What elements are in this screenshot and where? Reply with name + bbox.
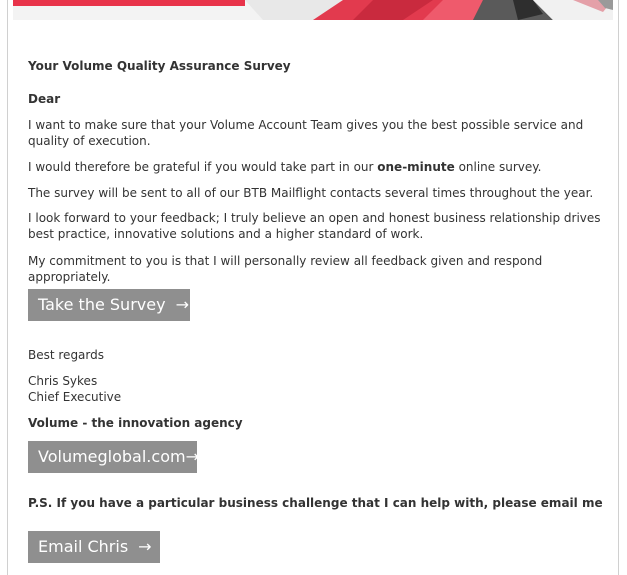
take-survey-label: Take the Survey (38, 295, 166, 314)
take-survey-button[interactable] (28, 289, 190, 321)
postscript: P.S. If you have a particular business challenge that I can help with, please email me (28, 496, 603, 510)
header-banner (13, 0, 613, 20)
paragraph-schedule: The survey will be sent to all of our BTB Mailflight contacts several times throughout the year. (28, 186, 594, 200)
paragraph-intro: I want to make sure that your Volume Account Team gives you the best possible service and quality of execution. (28, 118, 584, 148)
paragraph-request-post: online survey. (454, 160, 542, 174)
signer-name: Chris Sykes (28, 374, 98, 388)
paragraph-commitment: My commitment to you is that I will personally review all feedback given and respond appropriately. (28, 254, 543, 284)
closing-regards: Best regards (28, 348, 105, 362)
website-button[interactable] (28, 441, 197, 473)
email-frame (7, 0, 619, 575)
greeting: Dear (28, 92, 61, 106)
banner-graphic (13, 0, 613, 20)
arrow-right-icon: → (185, 447, 199, 466)
agency-tagline: Volume - the innovation agency (28, 416, 243, 430)
arrow-right-icon: → (138, 537, 152, 556)
email-chris-button[interactable] (28, 531, 160, 563)
paragraph-request (28, 159, 608, 175)
arrow-right-icon: → (175, 295, 189, 314)
paragraph-request-pre: I would therefore be grateful if you would take part in our (28, 160, 378, 174)
signer-title: Chief Executive (28, 390, 122, 404)
website-label: Volumeglobal.com (38, 447, 186, 466)
email-chris-label: Email Chris (38, 537, 129, 556)
paragraph-feedback: I look forward to your feedback; I truly believe an open and honest business relationship drives best practice, innovative solutions and a higher standard of work. (28, 211, 601, 241)
paragraph-request-bold: one-minute (377, 160, 455, 174)
email-title: Your Volume Quality Assurance Survey (28, 59, 291, 73)
